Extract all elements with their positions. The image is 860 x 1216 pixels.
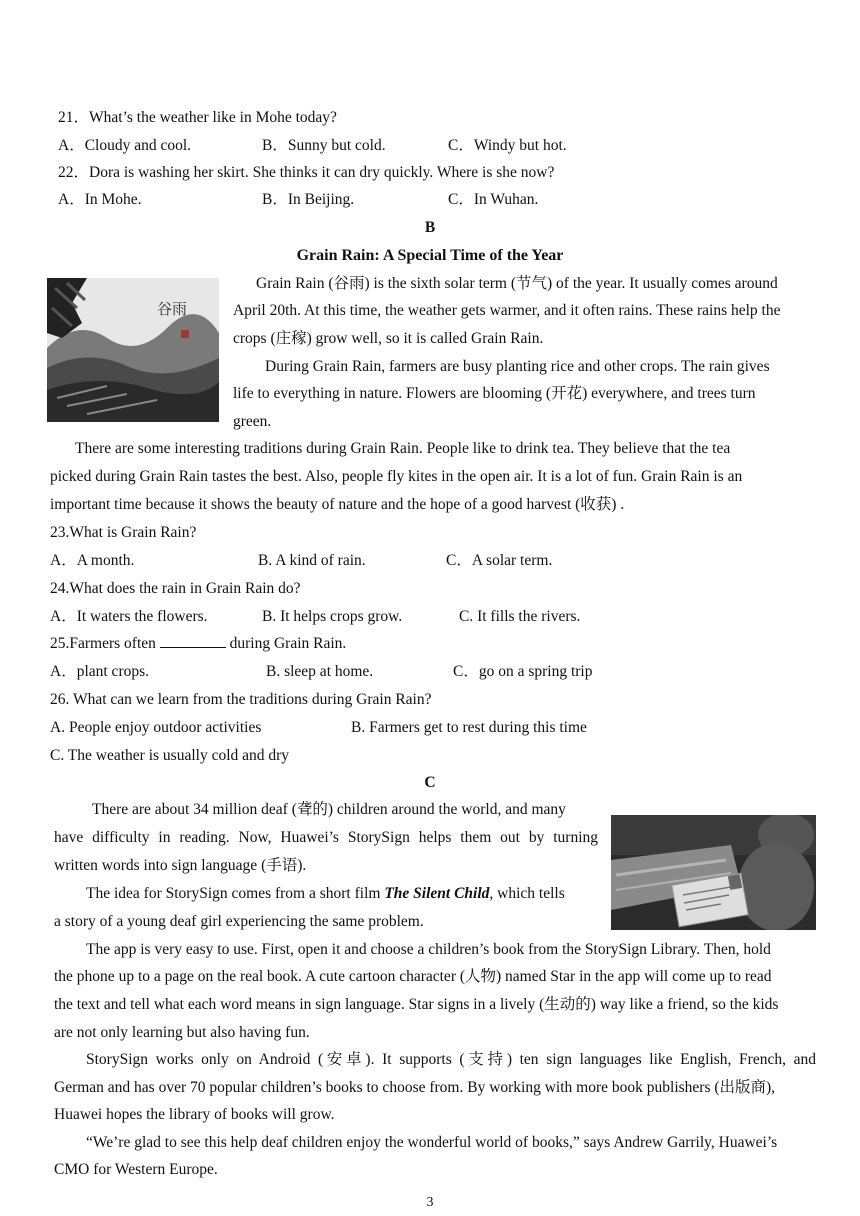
film-title: The Silent Child xyxy=(384,885,490,902)
section-c-letter: C xyxy=(424,774,436,791)
question-24: 24.What does the rain in Grain Rain do? xyxy=(50,580,301,597)
c-para5-line2: CMO for Western Europe. xyxy=(54,1161,218,1178)
question-23: 23.What is Grain Rain? xyxy=(50,524,197,541)
b-para2-line1: During Grain Rain, farmers are busy planting rice and other crops. The rain gives xyxy=(265,358,770,375)
section-b-title: Grain Rain: A Special Time of the Year xyxy=(296,247,564,264)
c-para1-line2: have difficulty in reading. Now, Huawei’s StorySign helps them out by turning xyxy=(54,829,598,846)
c-para1-line3: written words into sign language (手语). xyxy=(54,857,307,874)
painting-caption: 谷雨 xyxy=(157,300,188,318)
q25-text-before: 25.Farmers often xyxy=(50,635,156,652)
q23-option-b: B. A kind of rain. xyxy=(258,552,366,569)
b-para1-line2: April 20th. At this time, the weather gets warmer, and it often rains. These rains help the xyxy=(233,302,781,319)
q24-option-b: B. It helps crops grow. xyxy=(262,608,403,625)
b-para3-line1: There are some interesting traditions during Grain Rain. People like to drink tea. They believe that the tea xyxy=(75,440,731,457)
grain-rain-painting xyxy=(47,278,219,422)
q24-option-a: A．It waters the flowers. xyxy=(50,608,208,625)
c-para1-line1: There are about 34 million deaf (聋的) children around the world, and many xyxy=(92,801,566,818)
c-para4-line2: German and has over 70 popular children’s books to choose from. By working with more book publishers (出版商), xyxy=(54,1079,776,1096)
c-para3-line1: The app is very easy to use. First, open it and choose a children’s book from the StorySign Library. Then, hold xyxy=(86,941,771,958)
q25-option-a: A．plant crops. xyxy=(50,663,150,680)
page-number: 3 xyxy=(426,1195,434,1210)
q25-option-c: C．go on a spring trip xyxy=(453,663,593,680)
storysign-photo xyxy=(611,815,816,930)
b-para3-line2: picked during Grain Rain tastes the best. Also, people fly kites in the open air. It is a lot of fun. Grain Rain is an xyxy=(50,468,743,485)
c-para2-text-after: , which tells xyxy=(489,885,565,902)
q23-option-a: A．A month. xyxy=(50,552,135,569)
q22-option-a: A．In Mohe. xyxy=(58,191,142,208)
b-para2-line3: green. xyxy=(233,413,272,430)
c-para5-line1: “We’re glad to see this help deaf children enjoy the wonderful world of books,” says Andrew Garrily, Huawei’s xyxy=(86,1134,778,1151)
q26-option-b: B. Farmers get to rest during this time xyxy=(351,719,587,736)
q23-option-c: C．A solar term. xyxy=(446,552,553,569)
c-para2-line1 xyxy=(86,884,565,903)
c-para4-line3: Huawei hopes the library of books will grow. xyxy=(54,1106,335,1123)
q22-option-c: C．In Wuhan. xyxy=(448,191,539,208)
b-para1-line1: Grain Rain (谷雨) is the sixth solar term (节气) of the year. It usually comes around xyxy=(256,275,778,292)
question-21: 21．What’s the weather like in Mohe today? xyxy=(58,109,337,126)
q25-option-b: B. sleep at home. xyxy=(266,663,374,680)
c-para3-line2: the phone up to a page on the real book. A cute cartoon character (人物) named Star in the app will come up to read xyxy=(54,968,772,985)
q22-option-b: B．In Beijing. xyxy=(262,191,355,208)
q25-text-after: during Grain Rain. xyxy=(229,635,347,652)
c-para2-text: The idea for StorySign comes from a short film xyxy=(86,885,385,902)
b-para3-line3: important time because it shows the beauty of nature and the hope of a good harvest (收获) . xyxy=(50,496,625,513)
q21-option-c: C．Windy but hot. xyxy=(448,137,567,154)
question-25 xyxy=(50,634,346,653)
c-para3-line4: are not only learning but also having fun. xyxy=(54,1024,310,1041)
b-para2-line2: life to everything in nature. Flowers are blooming (开花) everywhere, and trees turn xyxy=(233,385,756,402)
c-para4-line1: StorySign works only on Android (安卓). It supports (支持) ten sign languages like English, French, and xyxy=(86,1051,816,1068)
c-para3-line3: the text and tell what each word means in sign language. Star signs in a lively (生动的) way like a friend, so the kids xyxy=(54,996,779,1013)
section-b-letter: B xyxy=(424,219,436,236)
q21-option-b: B．Sunny but cold. xyxy=(262,137,386,154)
answer-blank xyxy=(160,634,226,648)
c-para2-line2: a story of a young deaf girl experiencing the same problem. xyxy=(54,913,424,930)
question-22: 22．Dora is washing her skirt. She thinks it can dry quickly. Where is she now? xyxy=(58,164,555,181)
q24-option-c: C. It fills the rivers. xyxy=(459,608,581,625)
q26-option-c: C. The weather is usually cold and dry xyxy=(50,747,290,764)
q26-option-a: A. People enjoy outdoor activities xyxy=(50,719,262,736)
b-para1-line3: crops (庄稼) grow well, so it is called Grain Rain. xyxy=(233,330,544,347)
q21-option-a: A．Cloudy and cool. xyxy=(58,137,192,154)
question-26: 26. What can we learn from the traditions during Grain Rain? xyxy=(50,691,432,708)
